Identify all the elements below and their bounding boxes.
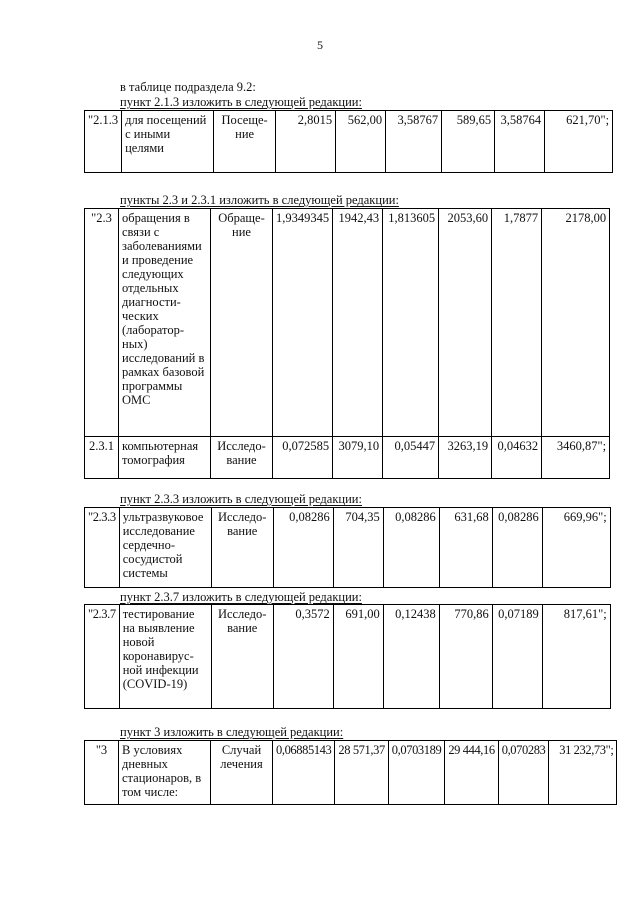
row-unit: Обраще-ние (211, 209, 273, 437)
value-2: 704,35 (333, 508, 383, 588)
row-name: В условиях дневных стационаров, в том числе: (119, 741, 211, 805)
value-6: 3460,87"; (542, 437, 610, 479)
value-1: 0,072585 (273, 437, 333, 479)
row-unit: Исследо-вание (211, 508, 273, 588)
value-3: 0,08286 (383, 508, 439, 588)
page-number: 5 (317, 38, 323, 52)
value-6: 621,70"; (545, 111, 613, 173)
value-1: 0,3572 (273, 605, 333, 709)
table-row (85, 508, 611, 588)
row-code: "2.1.3 (85, 111, 122, 173)
row-code: 2.3.1 (85, 437, 119, 479)
value-2: 562,00 (336, 111, 386, 173)
row-name: обращения в связи с заболеваниями и проведение следующих отдельных диагности-ческих (лаборатор-ных) исследований в рамках базовой программы ОМС (119, 209, 211, 437)
value-4: 631,68 (439, 508, 492, 588)
value-3: 0,12438 (383, 605, 439, 709)
row-name: ультразвуковое исследование сердечно-сосудистой системы (119, 508, 211, 588)
intro-item-3: пункт 3 изложить в следующей редакции: (120, 725, 344, 739)
value-1: 2,8015 (276, 111, 336, 173)
value-5: 0,07189 (492, 605, 542, 709)
row-code: "2.3.7 (85, 605, 120, 709)
value-6: 31 232,73"; (549, 741, 617, 805)
intro-item-2-3-7: пункт 2.3.7 изложить в следующей редакции: (120, 590, 362, 604)
value-6: 817,61"; (542, 605, 610, 709)
row-name: тестирование на выявление новой коронавирус-ной инфекции (COVID-19) (119, 605, 211, 709)
value-3: 1,813605 (383, 209, 439, 437)
row-unit: Исследо-вание (211, 605, 273, 709)
intro-subsection: в таблице подраздела 9.2: (120, 80, 256, 94)
table-row (85, 605, 611, 709)
value-4: 3263,19 (439, 437, 492, 479)
table-row (85, 741, 617, 805)
table-item-3 (84, 740, 617, 805)
value-4: 29 444,16 (445, 741, 498, 805)
value-5: 0,08286 (492, 508, 542, 588)
row-unit: Исследо-вание (211, 437, 273, 479)
value-5: 0,04632 (492, 437, 542, 479)
table-row (85, 209, 610, 437)
intro-item-2-3-3: пункт 2.3.3 изложить в следующей редакции: (120, 492, 362, 506)
value-4: 2053,60 (439, 209, 492, 437)
value-3: 0,0703189 (388, 741, 445, 805)
row-name: для посещений с иными целями (122, 111, 214, 173)
row-unit: Посеще-ние (214, 111, 276, 173)
value-1: 0,08286 (273, 508, 333, 588)
value-5: 0,070283 (498, 741, 549, 805)
intro-items-2-3: пункты 2.3 и 2.3.1 изложить в следующей редакции: (120, 193, 399, 207)
table-item-2-1-3 (84, 110, 613, 173)
value-1: 1,9349345 (273, 209, 333, 437)
value-1: 0,06885143 (273, 741, 335, 805)
row-unit: Случай лечения (211, 741, 273, 805)
row-code: "2.3 (85, 209, 119, 437)
value-3: 3,58767 (386, 111, 442, 173)
value-3: 0,05447 (383, 437, 439, 479)
row-code: "2.3.3 (85, 508, 120, 588)
row-code: "3 (85, 741, 119, 805)
table-item-2-3-3 (84, 507, 611, 588)
value-2: 691,00 (333, 605, 383, 709)
table-items-2-3 (84, 208, 610, 479)
value-4: 770,86 (439, 605, 492, 709)
intro-item-2-1-3: пункт 2.1.3 изложить в следующей редакции: (120, 95, 362, 109)
value-5: 3,58764 (495, 111, 545, 173)
value-2: 3079,10 (333, 437, 383, 479)
table-row (85, 111, 613, 173)
row-name: компьютерная томография (119, 437, 211, 479)
value-2: 28 571,37 (335, 741, 388, 805)
table-row (85, 437, 610, 479)
value-6: 2178,00 (542, 209, 610, 437)
table-item-2-3-7 (84, 604, 611, 709)
value-6: 669,96"; (542, 508, 610, 588)
value-5: 1,7877 (492, 209, 542, 437)
value-4: 589,65 (442, 111, 495, 173)
value-2: 1942,43 (333, 209, 383, 437)
